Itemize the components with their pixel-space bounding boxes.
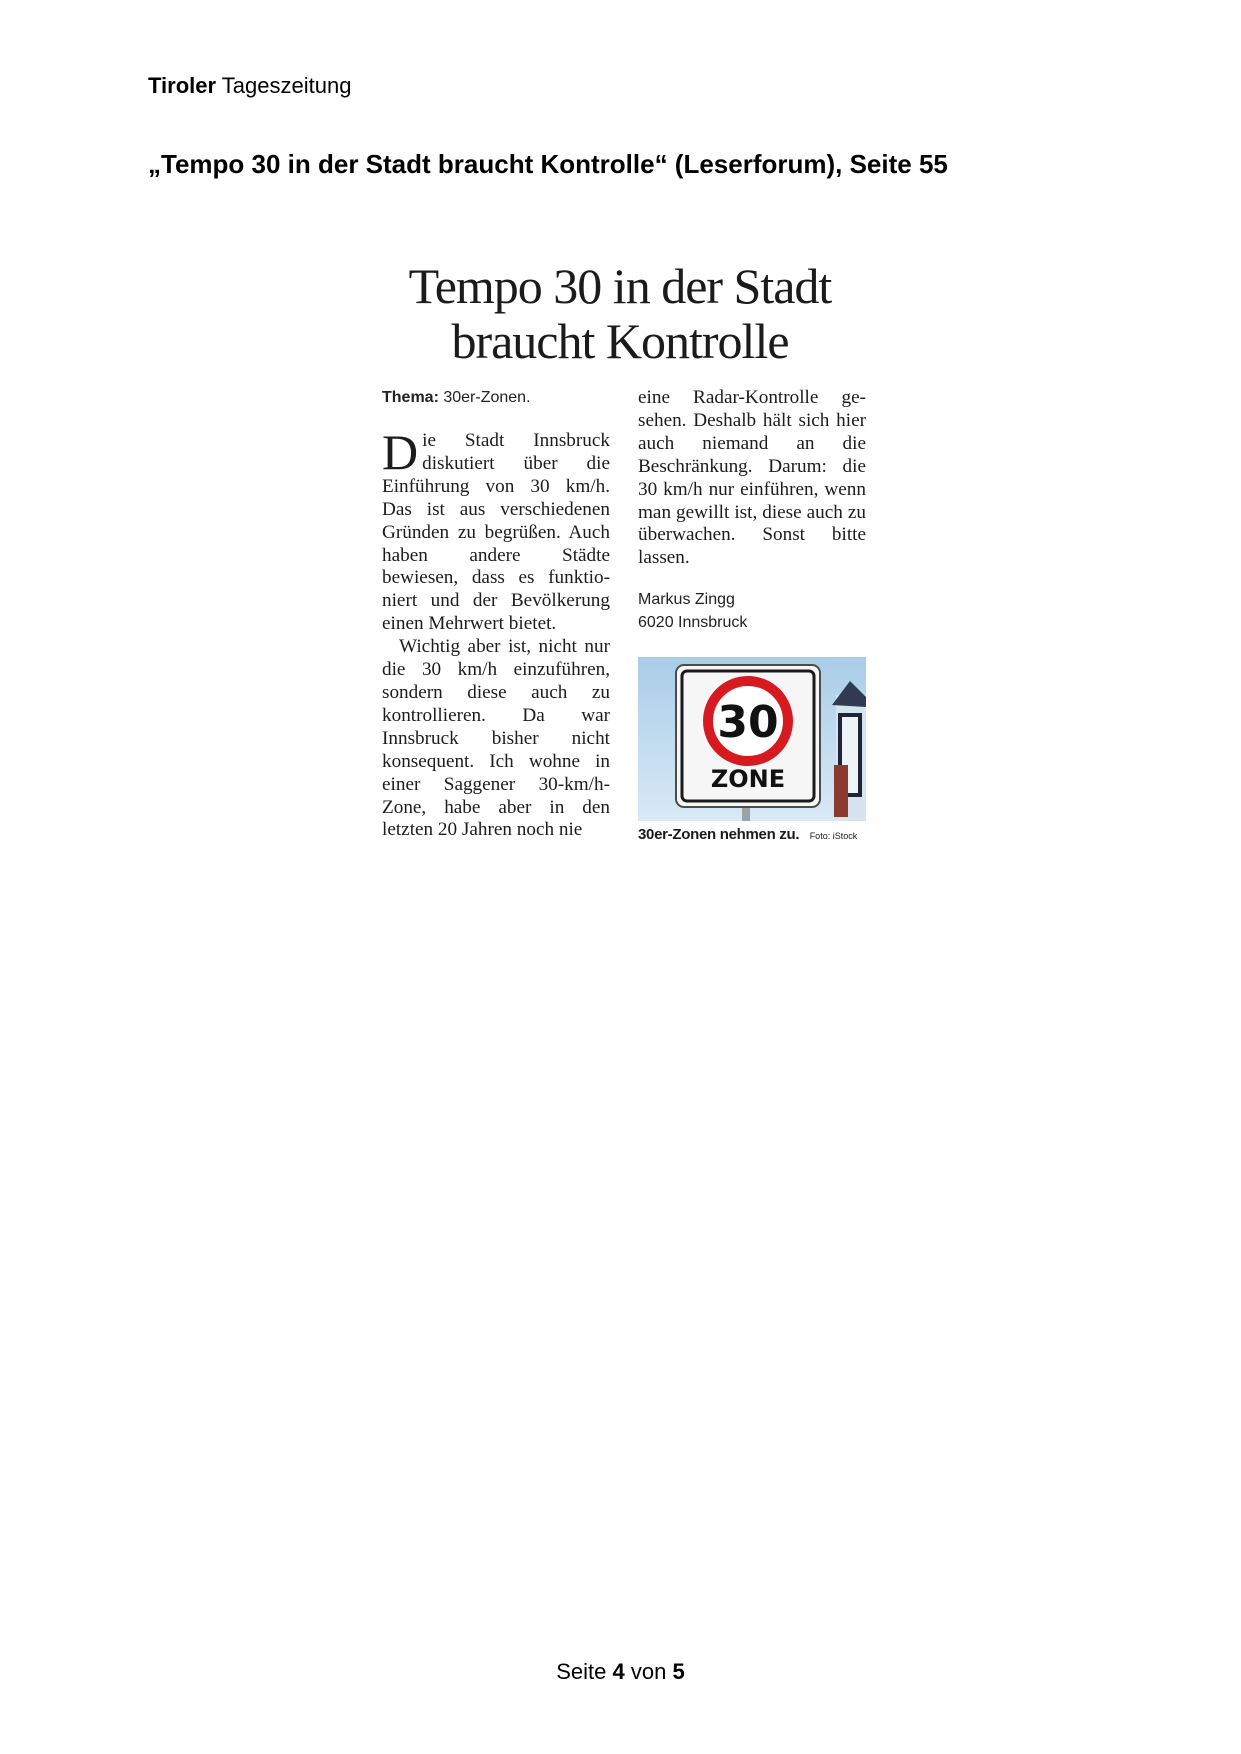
drop-cap: D — [382, 424, 419, 480]
photo-caption — [638, 826, 870, 844]
publisher-name-regular: Tageszeitung — [221, 73, 352, 98]
author-name: Markus Zingg — [638, 591, 735, 609]
author-signature — [638, 588, 866, 634]
article-paragraph-2: Wichtig aber ist, nicht nur die 30 km/h einzuführen, sondern diese auch zu kontrollieren. Da war Innsbruck bisher nicht konsequent. Ich wohne in einer Saggener 30-km/h-Zone, habe aber in den letzten 20 Jahren noch nie — [382, 636, 610, 841]
page-number-prefix: Seite — [556, 1659, 607, 1684]
article-column-right — [638, 387, 866, 634]
page-number-current: 4 — [612, 1659, 625, 1684]
page-number-middle: von — [630, 1659, 667, 1684]
topic-label: Thema: — [382, 389, 439, 406]
photo-credit: Foto: iStock — [809, 831, 858, 841]
sign-word: ZONE — [710, 765, 786, 793]
article-paragraph-1-text: ie Stadt Innsbruck diskutiert über die Einführung von 30 km/h. Das ist aus verschiedenen Gründen zu begrüßen. Auch haben andere Städte bewiesen, dass es funktioniert und der Bevölkerung einen Mehrwert bietet. — [382, 430, 610, 635]
document-title: „Tempo 30 in der Stadt braucht Kontrolle“ (Leserforum), Seite 55 — [148, 149, 948, 179]
article-photo — [638, 657, 866, 821]
article-headline-line-2: braucht Kontrolle — [451, 313, 789, 369]
article-column-left — [382, 387, 610, 842]
article-paragraph-1 — [382, 424, 610, 636]
author-location: 6020 Innsbruck — [638, 614, 748, 632]
page-number — [0, 1658, 1241, 1686]
article-paragraph-3: eine Radar-Kontrolle gesehen. Deshalb hält sich hier auch niemand an die Beschränkung. Darum: die 30 km/h nur einführen, wenn man gewillt ist, diese auch zu überwachen. Sonst bitte lassen. — [638, 387, 866, 569]
sign-number: 30 — [717, 697, 779, 748]
article-headline-line-1: Tempo 30 in der Stadt — [408, 258, 832, 314]
publisher-name — [148, 72, 351, 100]
speed-zone-sign-image — [638, 657, 866, 821]
publisher-name-bold: Tiroler — [148, 73, 217, 98]
newspaper-clipping — [370, 255, 870, 855]
page-number-total: 5 — [672, 1659, 685, 1684]
article-headline — [370, 259, 870, 369]
photo-caption-text: 30er-Zonen nehmen zu. — [638, 826, 800, 843]
topic-value: 30er-Zonen. — [443, 389, 531, 406]
article-topic — [382, 387, 610, 409]
